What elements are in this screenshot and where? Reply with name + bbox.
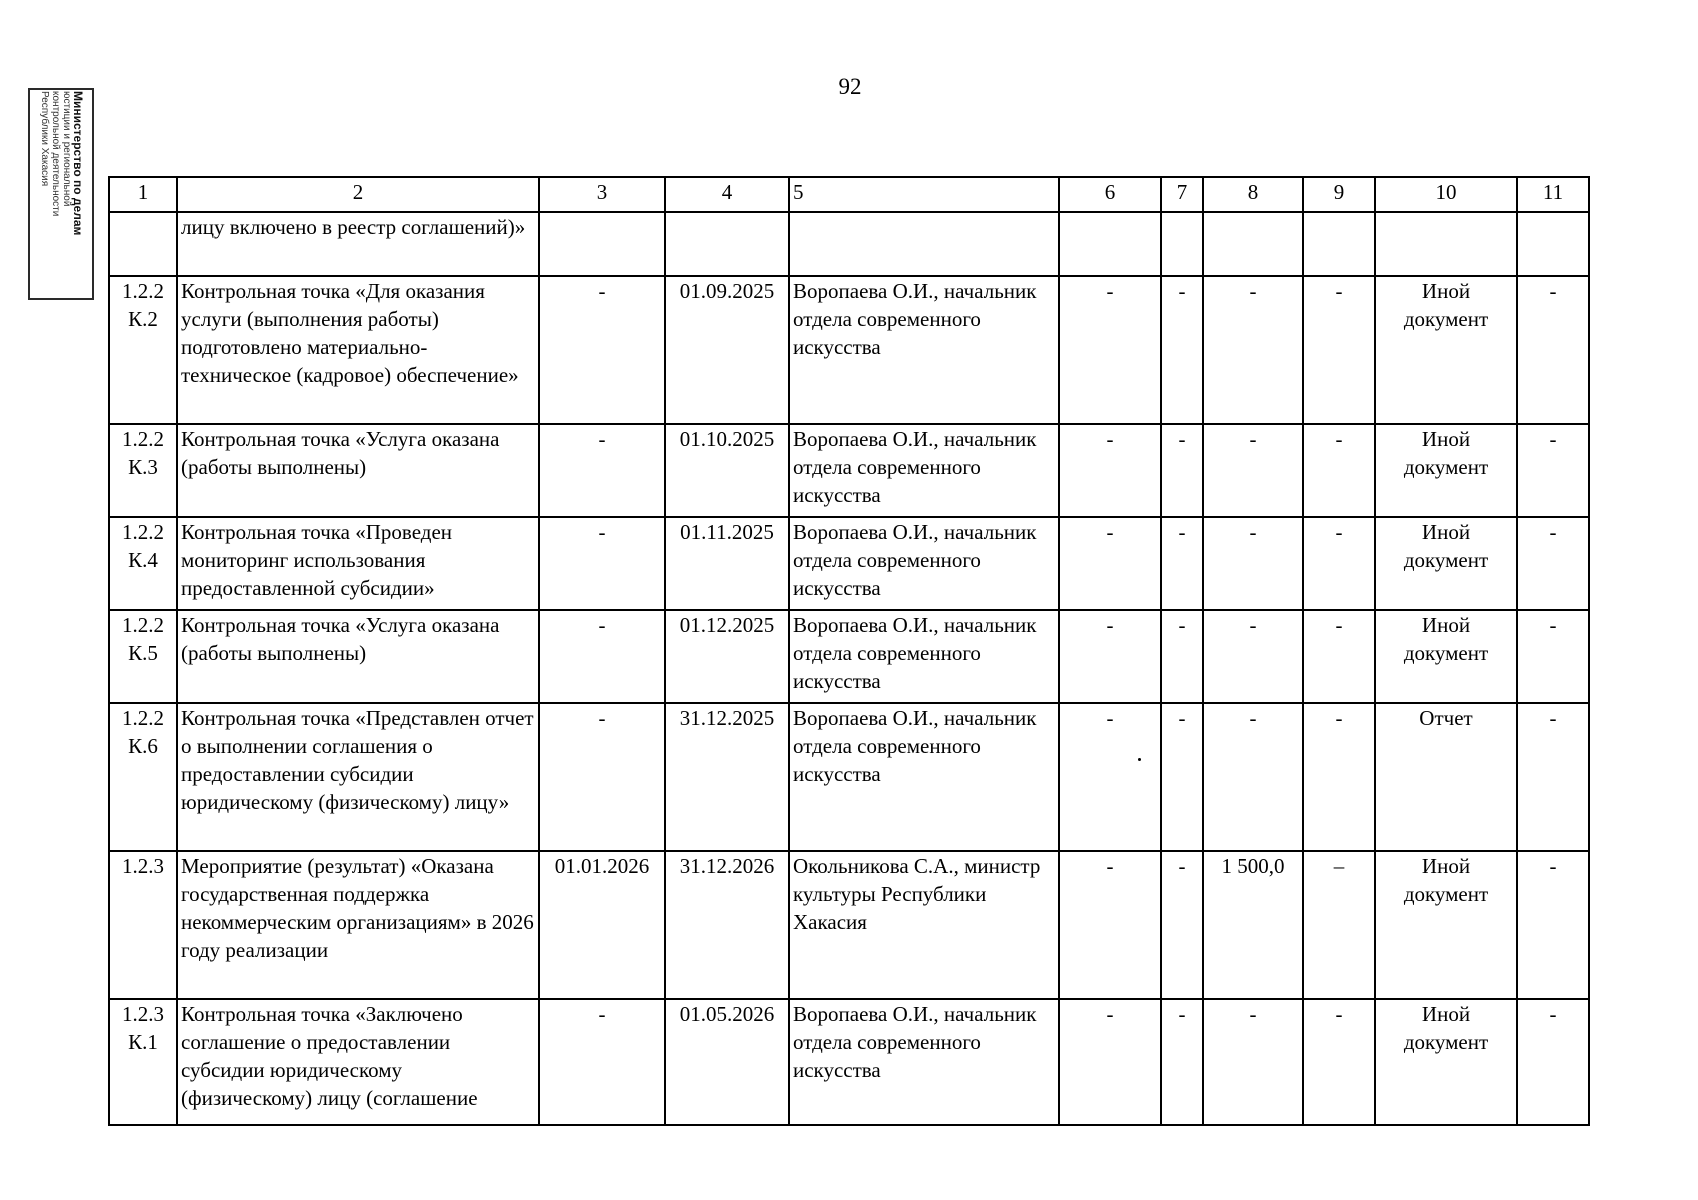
code-cell: 1.2.2 К.4 xyxy=(109,517,177,610)
code-cell: 1.2.3 xyxy=(109,851,177,999)
col6-cell xyxy=(1059,212,1161,276)
header-cell: 2 xyxy=(177,177,539,212)
header-cell: 7 xyxy=(1161,177,1203,212)
col7-cell xyxy=(1161,212,1203,276)
end-date-cell: 31.12.2025 xyxy=(665,703,789,851)
col6-cell: - xyxy=(1059,703,1161,851)
description-cell: Контрольная точка «Услуга оказана (работы выполнены) xyxy=(177,610,539,703)
col11-cell: - xyxy=(1517,424,1589,517)
col6-cell: - xyxy=(1059,517,1161,610)
description-cell: Контрольная точка «Для оказания услуги (выполнения работы) подготовлено материально-техническое (кадровое) обеспечение» xyxy=(177,276,539,424)
description-cell: Контрольная точка «Проведен мониторинг использования предоставленной субсидии» xyxy=(177,517,539,610)
col11-cell: - xyxy=(1517,276,1589,424)
responsible-cell: Воропаева О.И., начальник отдела современного искусства xyxy=(789,999,1059,1125)
responsible-cell xyxy=(789,212,1059,276)
responsible-cell: Воропаева О.И., начальник отдела современного искусства xyxy=(789,276,1059,424)
document-type-cell: Иной документ xyxy=(1375,999,1517,1125)
col9-cell: - xyxy=(1303,610,1375,703)
header-cell: 10 xyxy=(1375,177,1517,212)
col7-cell: - xyxy=(1161,276,1203,424)
end-date-cell xyxy=(665,212,789,276)
col9-cell: - xyxy=(1303,424,1375,517)
table-row xyxy=(109,610,1589,703)
amount-cell: - xyxy=(1203,610,1303,703)
start-date-cell: - xyxy=(539,703,665,851)
stamp-line-3: контрольной деятельности xyxy=(50,91,61,217)
document-type-cell: Иной документ xyxy=(1375,424,1517,517)
table-row xyxy=(109,517,1589,610)
code-cell: 1.2.2 К.6 xyxy=(109,703,177,851)
document-type-cell: Иной документ xyxy=(1375,276,1517,424)
col6-cell: - xyxy=(1059,851,1161,999)
start-date-cell: - xyxy=(539,610,665,703)
table-row xyxy=(109,999,1589,1125)
col7-cell: - xyxy=(1161,999,1203,1125)
amount-cell xyxy=(1203,212,1303,276)
header-cell: 1 xyxy=(109,177,177,212)
responsible-cell: Окольникова С.А., министр культуры Республики Хакасия xyxy=(789,851,1059,999)
col11-cell: - xyxy=(1517,703,1589,851)
col6-cell: - xyxy=(1059,610,1161,703)
code-cell: 1.2.2 К.3 xyxy=(109,424,177,517)
stamp-line-4: Республики Хакасия xyxy=(39,91,50,187)
col9-cell xyxy=(1303,212,1375,276)
table-row xyxy=(109,703,1589,851)
col7-cell: - xyxy=(1161,424,1203,517)
amount-cell: - xyxy=(1203,276,1303,424)
plan-table xyxy=(108,176,1590,1126)
col7-cell: - xyxy=(1161,851,1203,999)
table-row xyxy=(109,851,1589,999)
amount-cell: - xyxy=(1203,517,1303,610)
document-type-cell: Иной документ xyxy=(1375,517,1517,610)
col11-cell: - xyxy=(1517,851,1589,999)
responsible-cell: Воропаева О.И., начальник отдела современного искусства xyxy=(789,517,1059,610)
code-cell: 1.2.2 К.5 xyxy=(109,610,177,703)
table-row xyxy=(109,212,1589,276)
code-cell: 1.2.2 К.2 xyxy=(109,276,177,424)
description-cell: Контрольная точка «Заключено соглашение о предоставлении субсидии юридическому (физическому) лицу (соглашение xyxy=(177,999,539,1125)
amount-cell: - xyxy=(1203,999,1303,1125)
responsible-cell: Воропаева О.И., начальник отдела современного искусства xyxy=(789,610,1059,703)
end-date-cell: 01.05.2026 xyxy=(665,999,789,1125)
end-date-cell: 01.11.2025 xyxy=(665,517,789,610)
end-date-cell: 01.09.2025 xyxy=(665,276,789,424)
header-cell: 6 xyxy=(1059,177,1161,212)
header-cell: 9 xyxy=(1303,177,1375,212)
table-header-row xyxy=(109,177,1589,212)
responsible-cell: Воропаева О.И., начальник отдела современного искусства xyxy=(789,424,1059,517)
amount-cell: 1 500,0 xyxy=(1203,851,1303,999)
end-date-cell: 31.12.2026 xyxy=(665,851,789,999)
description-cell: Контрольная точка «Представлен отчет о выполнении соглашения о предоставлении субсидии юридическому (физическому) лицу» xyxy=(177,703,539,851)
col7-cell: - xyxy=(1161,703,1203,851)
table-row xyxy=(109,276,1589,424)
start-date-cell: - xyxy=(539,999,665,1125)
start-date-cell: 01.01.2026 xyxy=(539,851,665,999)
document-type-cell xyxy=(1375,212,1517,276)
document-type-cell: Отчет xyxy=(1375,703,1517,851)
document-type-cell: Иной документ xyxy=(1375,610,1517,703)
col9-cell: – xyxy=(1303,851,1375,999)
amount-cell: - xyxy=(1203,703,1303,851)
header-cell: 3 xyxy=(539,177,665,212)
start-date-cell: - xyxy=(539,424,665,517)
col11-cell xyxy=(1517,212,1589,276)
amount-cell: - xyxy=(1203,424,1303,517)
header-cell: 11 xyxy=(1517,177,1589,212)
col9-cell: - xyxy=(1303,517,1375,610)
col7-cell: - xyxy=(1161,517,1203,610)
responsible-cell: Воропаева О.И., начальник отдела современного искусства xyxy=(789,703,1059,851)
end-date-cell: 01.10.2025 xyxy=(665,424,789,517)
header-cell: 8 xyxy=(1203,177,1303,212)
start-date-cell: - xyxy=(539,276,665,424)
col6-cell: - xyxy=(1059,999,1161,1125)
col11-cell: - xyxy=(1517,517,1589,610)
col11-cell: - xyxy=(1517,999,1589,1125)
code-cell: 1.2.3 К.1 xyxy=(109,999,177,1125)
description-cell: Мероприятие (результат) «Оказана государственная поддержка некоммерческим организациям» в 2026 году реализации xyxy=(177,851,539,999)
col6-cell: - xyxy=(1059,424,1161,517)
start-date-cell: - xyxy=(539,517,665,610)
col9-cell: - xyxy=(1303,999,1375,1125)
col9-cell: - xyxy=(1303,276,1375,424)
stamp-line-1: Министерство по делам xyxy=(71,91,85,236)
col7-cell: - xyxy=(1161,610,1203,703)
stray-dot xyxy=(1138,758,1141,761)
col11-cell: - xyxy=(1517,610,1589,703)
start-date-cell xyxy=(539,212,665,276)
header-cell: 5 xyxy=(789,177,1059,212)
col9-cell: - xyxy=(1303,703,1375,851)
end-date-cell: 01.12.2025 xyxy=(665,610,789,703)
document-type-cell: Иной документ xyxy=(1375,851,1517,999)
description-cell: лицу включено в реестр соглашений)» xyxy=(177,212,539,276)
code-cell xyxy=(109,212,177,276)
stamp-line-2: юстиции и региональной xyxy=(61,91,72,207)
description-cell: Контрольная точка «Услуга оказана (работы выполнены) xyxy=(177,424,539,517)
page-number: 92 xyxy=(838,74,862,99)
header-cell: 4 xyxy=(665,177,789,212)
col6-cell: - xyxy=(1059,276,1161,424)
registration-stamp xyxy=(28,88,94,300)
table-row xyxy=(109,424,1589,517)
